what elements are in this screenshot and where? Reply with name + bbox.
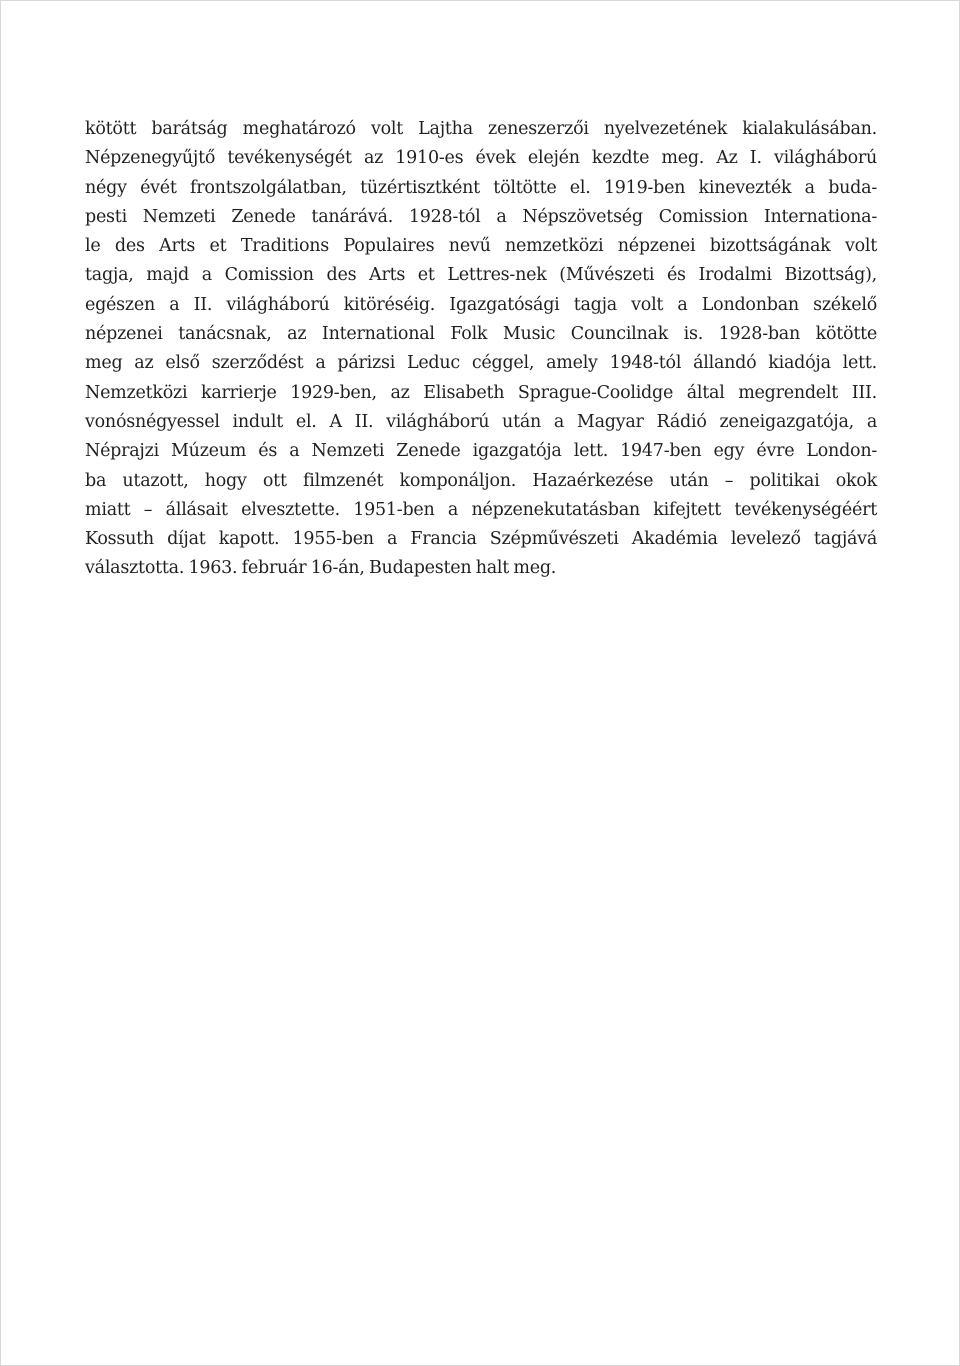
text-line: egészen a II. világháború kitöréséig. Igazgatósági tagja volt a Londonban székelő (85, 294, 877, 315)
text-line: meg az első szerződést a párizsi Leduc céggel, amely 1948-tól állandó kiadója lett. (85, 353, 877, 374)
text-line: tagja, majd a Comission des Arts et Lettres-nek (Művészeti és Irodalmi Bizottság), (85, 265, 877, 286)
text-line: Néprajzi Múzeum és a Nemzeti Zenede igazgatója lett. 1947-ben egy évre London- (85, 441, 877, 462)
text-line: népzenei tanácsnak, az International Folk Music Councilnak is. 1928-ban kötötte (85, 324, 877, 345)
text-line: Népzenegyűjtő tevékenységét az 1910-es évek elején kezdte meg. Az I. világháború (85, 148, 877, 169)
text-line: ba utazott, hogy ott filmzenét komponáljon. Hazaérkezése után – politikai okok (85, 470, 877, 491)
text-line: választotta. 1963. február 16-án, Budapesten halt meg. (85, 558, 557, 579)
text-line: le des Arts et Traditions Populaires nevű nemzetközi népzenei bizottságának volt (85, 236, 877, 257)
text-line: pesti Nemzeti Zenede tanárává. 1928-tól a Népszövetség Comission Internationa- (85, 206, 877, 227)
text-line: miatt – állásait elvesztette. 1951-ben a népzenekutatásban kifejtett tevékenységéért (85, 499, 877, 520)
text-line: vonósnégyessel indult el. A II. világháború után a Magyar Rádió zeneigazgatója, a (85, 411, 877, 432)
text-line: négy évét frontszolgálatban, tüzértisztként töltötte el. 1919-ben kinevezték a buda- (85, 177, 877, 198)
text-line: Nemzetközi karrierje 1929-ben, az Elisabeth Sprague-Coolidge által megrendelt III. (85, 382, 877, 403)
body-paragraph (85, 115, 877, 584)
text-line: Kossuth díjat kapott. 1955-ben a Francia Szépművészeti Akadémia levelező tagjává (85, 529, 877, 550)
text-line: kötött barátság meghatározó volt Lajtha zeneszerzői nyelvezetének kialakulásában. (85, 119, 877, 139)
